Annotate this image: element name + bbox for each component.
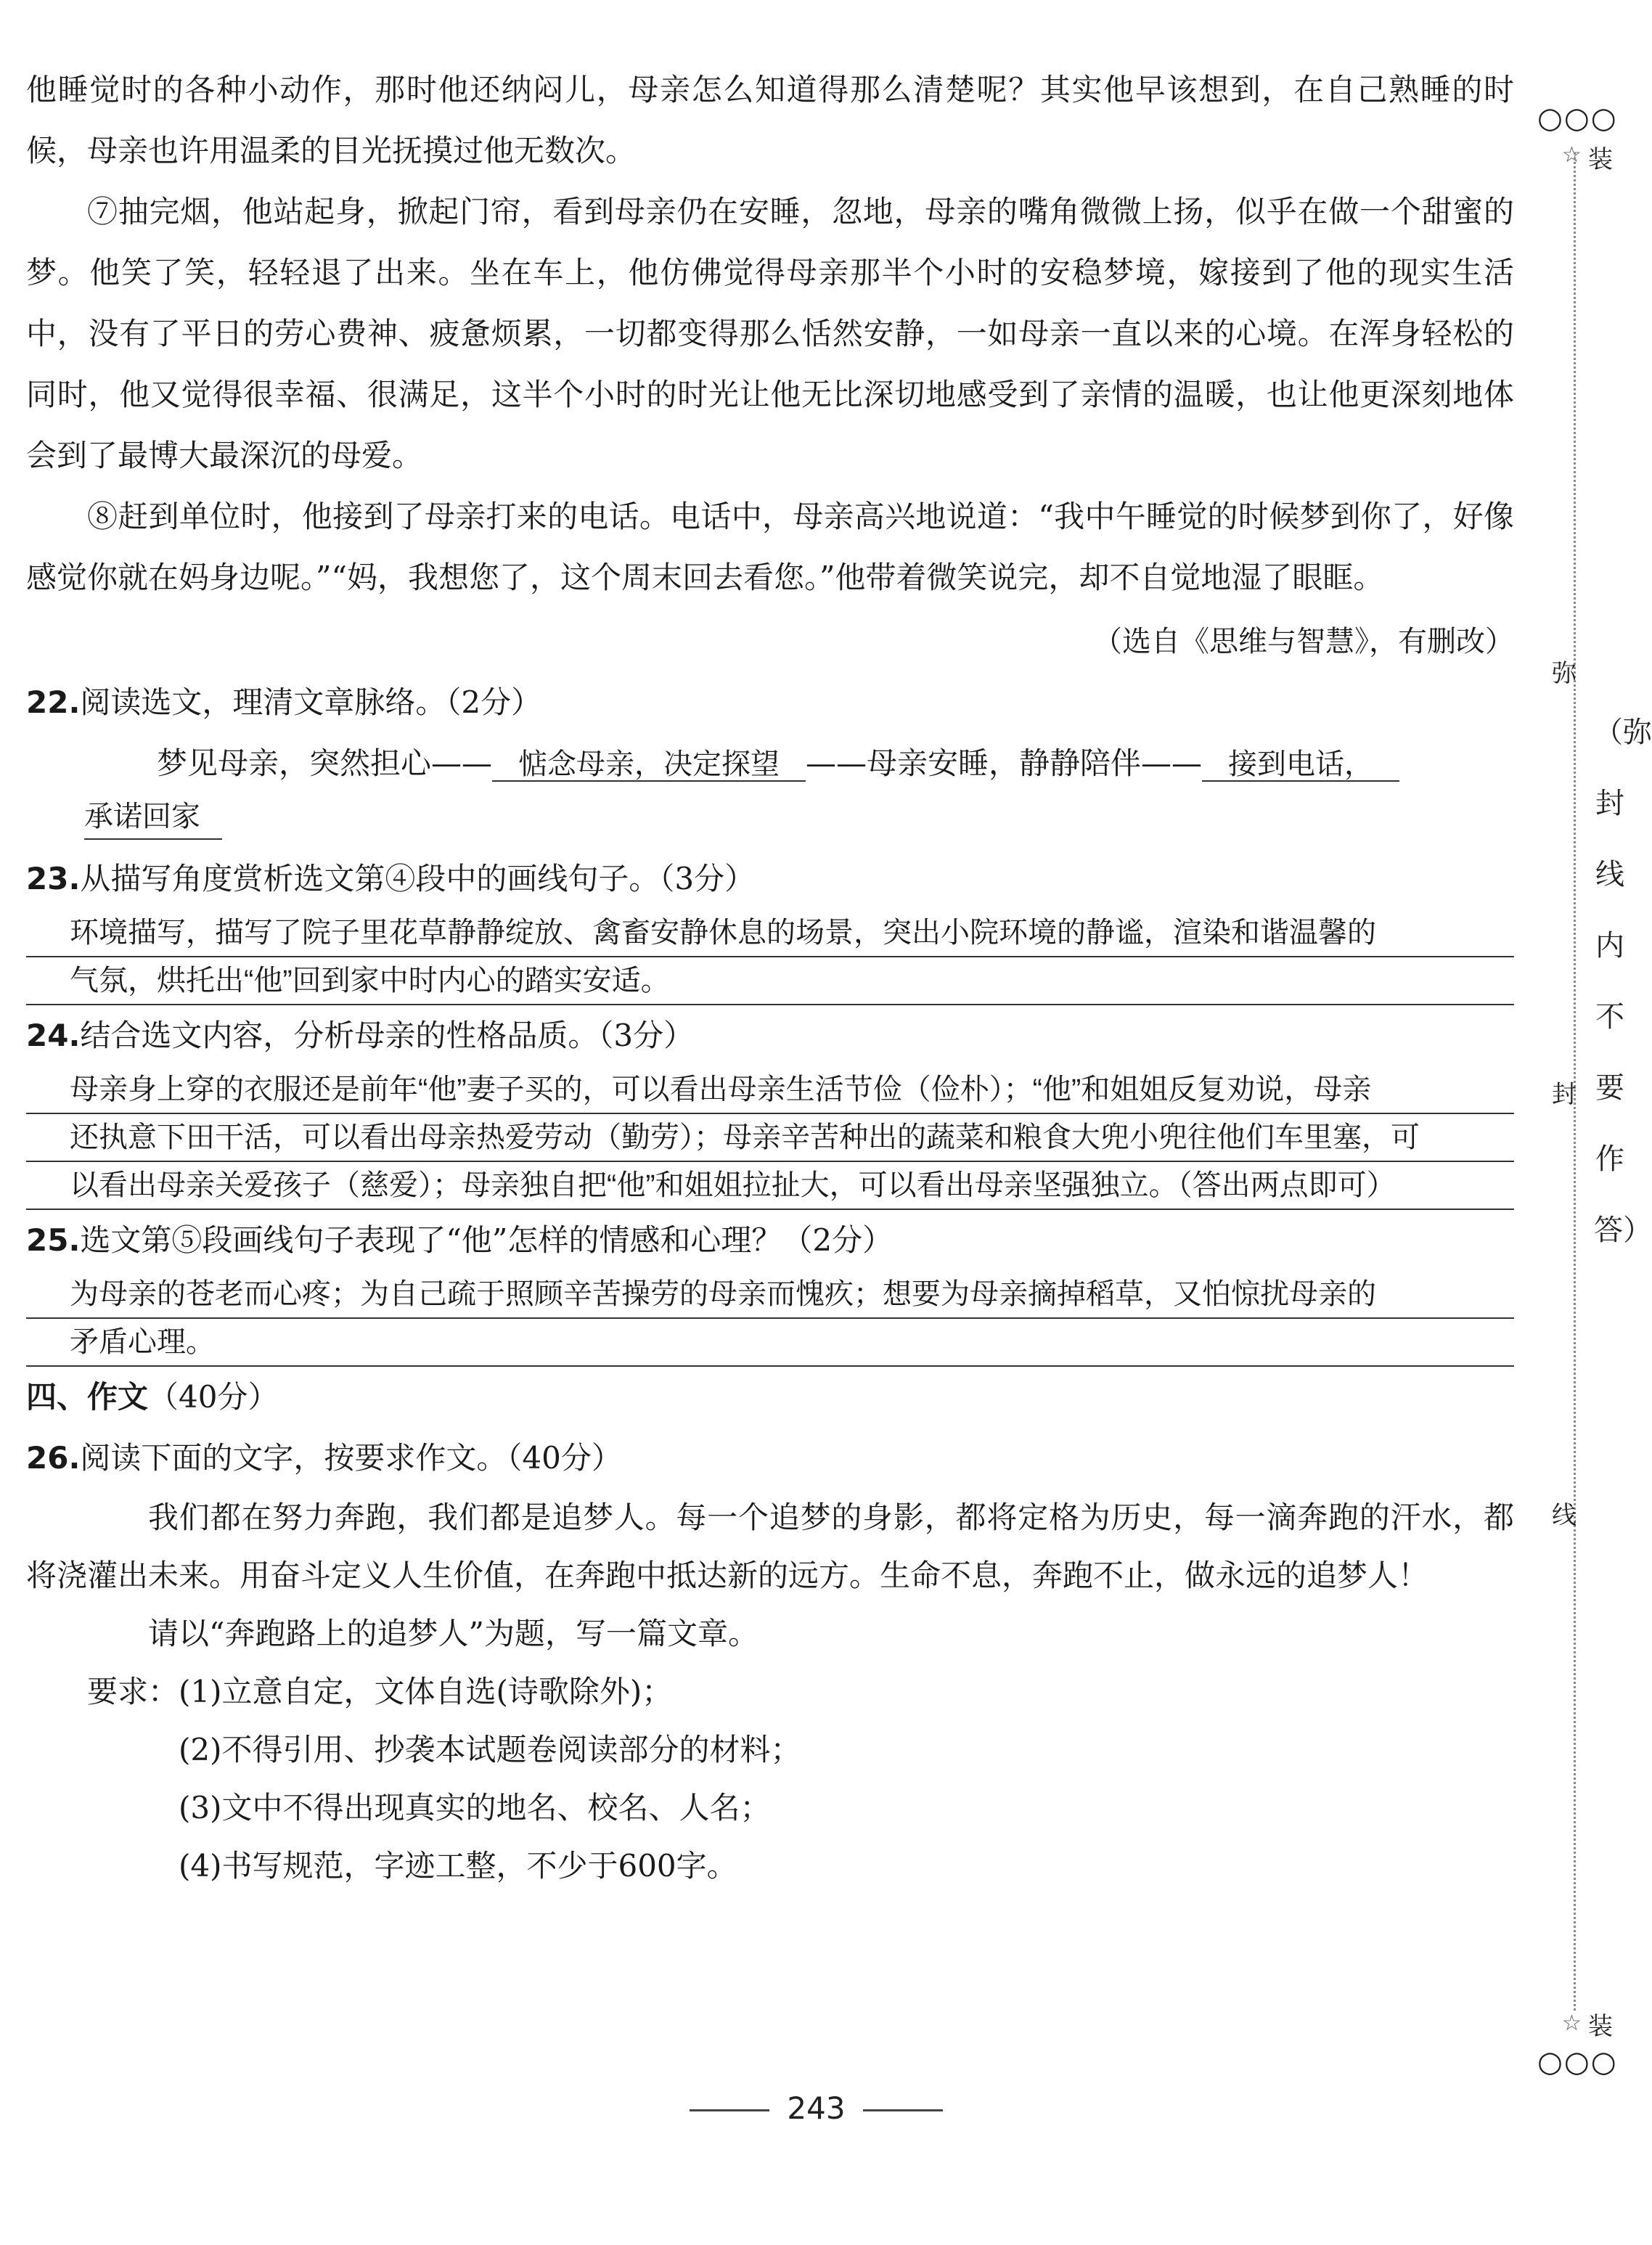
question-text: 阅读选文，理清文章脉络。（2分） (80, 684, 542, 720)
margin-zhuang-bottom: 装 (1588, 2012, 1613, 2041)
question-23 (26, 848, 1514, 909)
requirement-3: (3)文中不得出现真实的地名、校名、人名； (179, 1790, 771, 1825)
answer-blank-2-continued: 承诺回家 (84, 795, 222, 840)
composition-material: 我们都在努力奔跑，我们都是追梦人。每一个追梦的身影，都将定格为历史，每一滴奔跑的汗水，都将浇灌出未来。用奋斗定义人生价值，在奔跑中抵达新的远方。生命不息，奔跑不止，做永远的追梦人！ (26, 1500, 1514, 1593)
page-number: 243 (787, 2090, 846, 2126)
star-icon: ☆ (1562, 142, 1582, 168)
section-score: （40分） (148, 1379, 279, 1415)
answer-blank-2: 接到电话， (1202, 748, 1399, 782)
section-heading (26, 1367, 1514, 1428)
question-number: 25. (26, 1222, 81, 1258)
answer-23 (26, 909, 1514, 1005)
page-content (26, 60, 1514, 1895)
footer-dash-left (690, 2109, 769, 2111)
question-22-flow (26, 733, 1514, 795)
margin-mi: 弥 (1552, 659, 1577, 688)
answer-25 (26, 1271, 1514, 1367)
binding-circles-bottom: ○○○ (1537, 2045, 1618, 2079)
section-title: 四、作文 (26, 1379, 149, 1415)
question-25 (26, 1210, 1514, 1271)
question-text: 选文第⑤段画线句子表现了“他”怎样的情感和心理？（2分） (80, 1222, 894, 1258)
question-26 (26, 1428, 1514, 1489)
footer-dash-right (863, 2109, 943, 2111)
answer-line: 为母亲的苍老而心疼；为自己疏于照顾辛苦操劳的母亲而愧疚；想要为母亲摘掉稻草，又怕惊扰母亲的 (26, 1271, 1514, 1319)
binding-circles-top: ○○○ (1537, 102, 1618, 135)
passage-paragraph-8: ⑧赶到单位时，他接到了母亲打来的电话。电话中，母亲高兴地说道：“我中午睡觉的时候梦到你了，好像感觉你就在妈身边呢。”“妈，我想您了，这个周末回去看您。”他带着微笑说完，却不自觉地湿了眼眶。 (26, 499, 1514, 595)
requirement-4: (4)书写规范，字迹工整，不少于600字。 (179, 1848, 737, 1884)
answer-line: 还执意下田干活，可以看出母亲热爱劳动（勤劳）；母亲辛苦种出的蔬菜和粮食大兜小兜往他们车里塞，可 (26, 1114, 1514, 1162)
question-number: 26. (26, 1440, 81, 1476)
star-icon: ☆ (1562, 2011, 1582, 2036)
question-number: 24. (26, 1018, 81, 1053)
requirement-2: (2)不得引用、抄袭本试题卷阅读部分的材料； (179, 1732, 801, 1767)
answer-line: 母亲身上穿的衣服还是前年“他”妻子买的，可以看出母亲生活节俭（俭朴）；“他”和姐姐反复劝说，母亲 (26, 1066, 1514, 1114)
passage-source: （选自《思维与智慧》，有删改） (1093, 625, 1514, 658)
seal-notice: （弥封线内不要作答） (1594, 716, 1652, 1247)
question-number: 23. (26, 861, 81, 896)
passage-paragraph-7: ⑦抽完烟，他站起身，掀起门帘，看到母亲仍在安睡，忽地，母亲的嘴角微微上扬，似乎在做一个甜蜜的梦。他笑了笑，轻轻退了出来。坐在车上，他仿佛觉得母亲那半个小时的安稳梦境，嫁接到了他的现实生活中，没有了平日的劳心费神、疲惫烦累，一切都变得那么恬然安静，一如母亲一直以来的心境。在浑身轻松的同时，他又觉得很幸福、很满足，这半个小时的时光让他无比深切地感受到了亲情的温暖，也让他更深刻地体会到了最博大最深沉的母爱。 (26, 194, 1514, 473)
margin-xian: 线 (1552, 1501, 1577, 1530)
answer-line: 矛盾心理。 (26, 1319, 1514, 1367)
question-22 (26, 672, 1514, 733)
question-text: 阅读下面的文字，按要求作文。（40分） (80, 1440, 622, 1476)
answer-line: 环境描写，描写了院子里花草静静绽放、禽畜安静休息的场景，突出小院环境的静谧，渲染和谐温馨的 (26, 909, 1514, 957)
question-text: 从描写角度赏析选文第④段中的画线句子。（3分） (80, 861, 756, 896)
answer-line: 以看出母亲关爱孩子（慈爱）；母亲独自把“他”和姐姐拉扯大，可以看出母亲坚强独立。（答出两点即可） (26, 1162, 1514, 1210)
page-footer (0, 2090, 1632, 2126)
question-number: 22. (26, 684, 81, 720)
question-text: 结合选文内容，分析母亲的性格品质。（3分） (80, 1018, 695, 1053)
answer-line: 气氛，烘托出“他”回到家中时内心的踏实安适。 (26, 957, 1514, 1005)
flow-middle: ——母亲安睡，静静陪伴—— (806, 745, 1203, 781)
composition-prompt: 请以“奔跑路上的追梦人”为题，写一篇文章。 (148, 1616, 758, 1651)
requirement-1: 要求：(1)立意自定，文体自选(诗歌除外)； (87, 1674, 673, 1709)
margin-feng: 封 (1552, 1080, 1577, 1109)
flow-start: 梦见母亲，突然担心—— (157, 745, 493, 781)
answer-blank-1: 惦念母亲，决定探望 (492, 748, 806, 782)
margin-zhuang-top: 装 (1588, 145, 1613, 174)
question-24 (26, 1005, 1514, 1066)
passage-paragraph-6-end: 他睡觉时的各种小动作，那时他还纳闷儿，母亲怎么知道得那么清楚呢？其实他早该想到，在自己熟睡的时候，母亲也许用温柔的目光抚摸过他无数次。 (26, 72, 1514, 168)
answer-24 (26, 1066, 1514, 1210)
